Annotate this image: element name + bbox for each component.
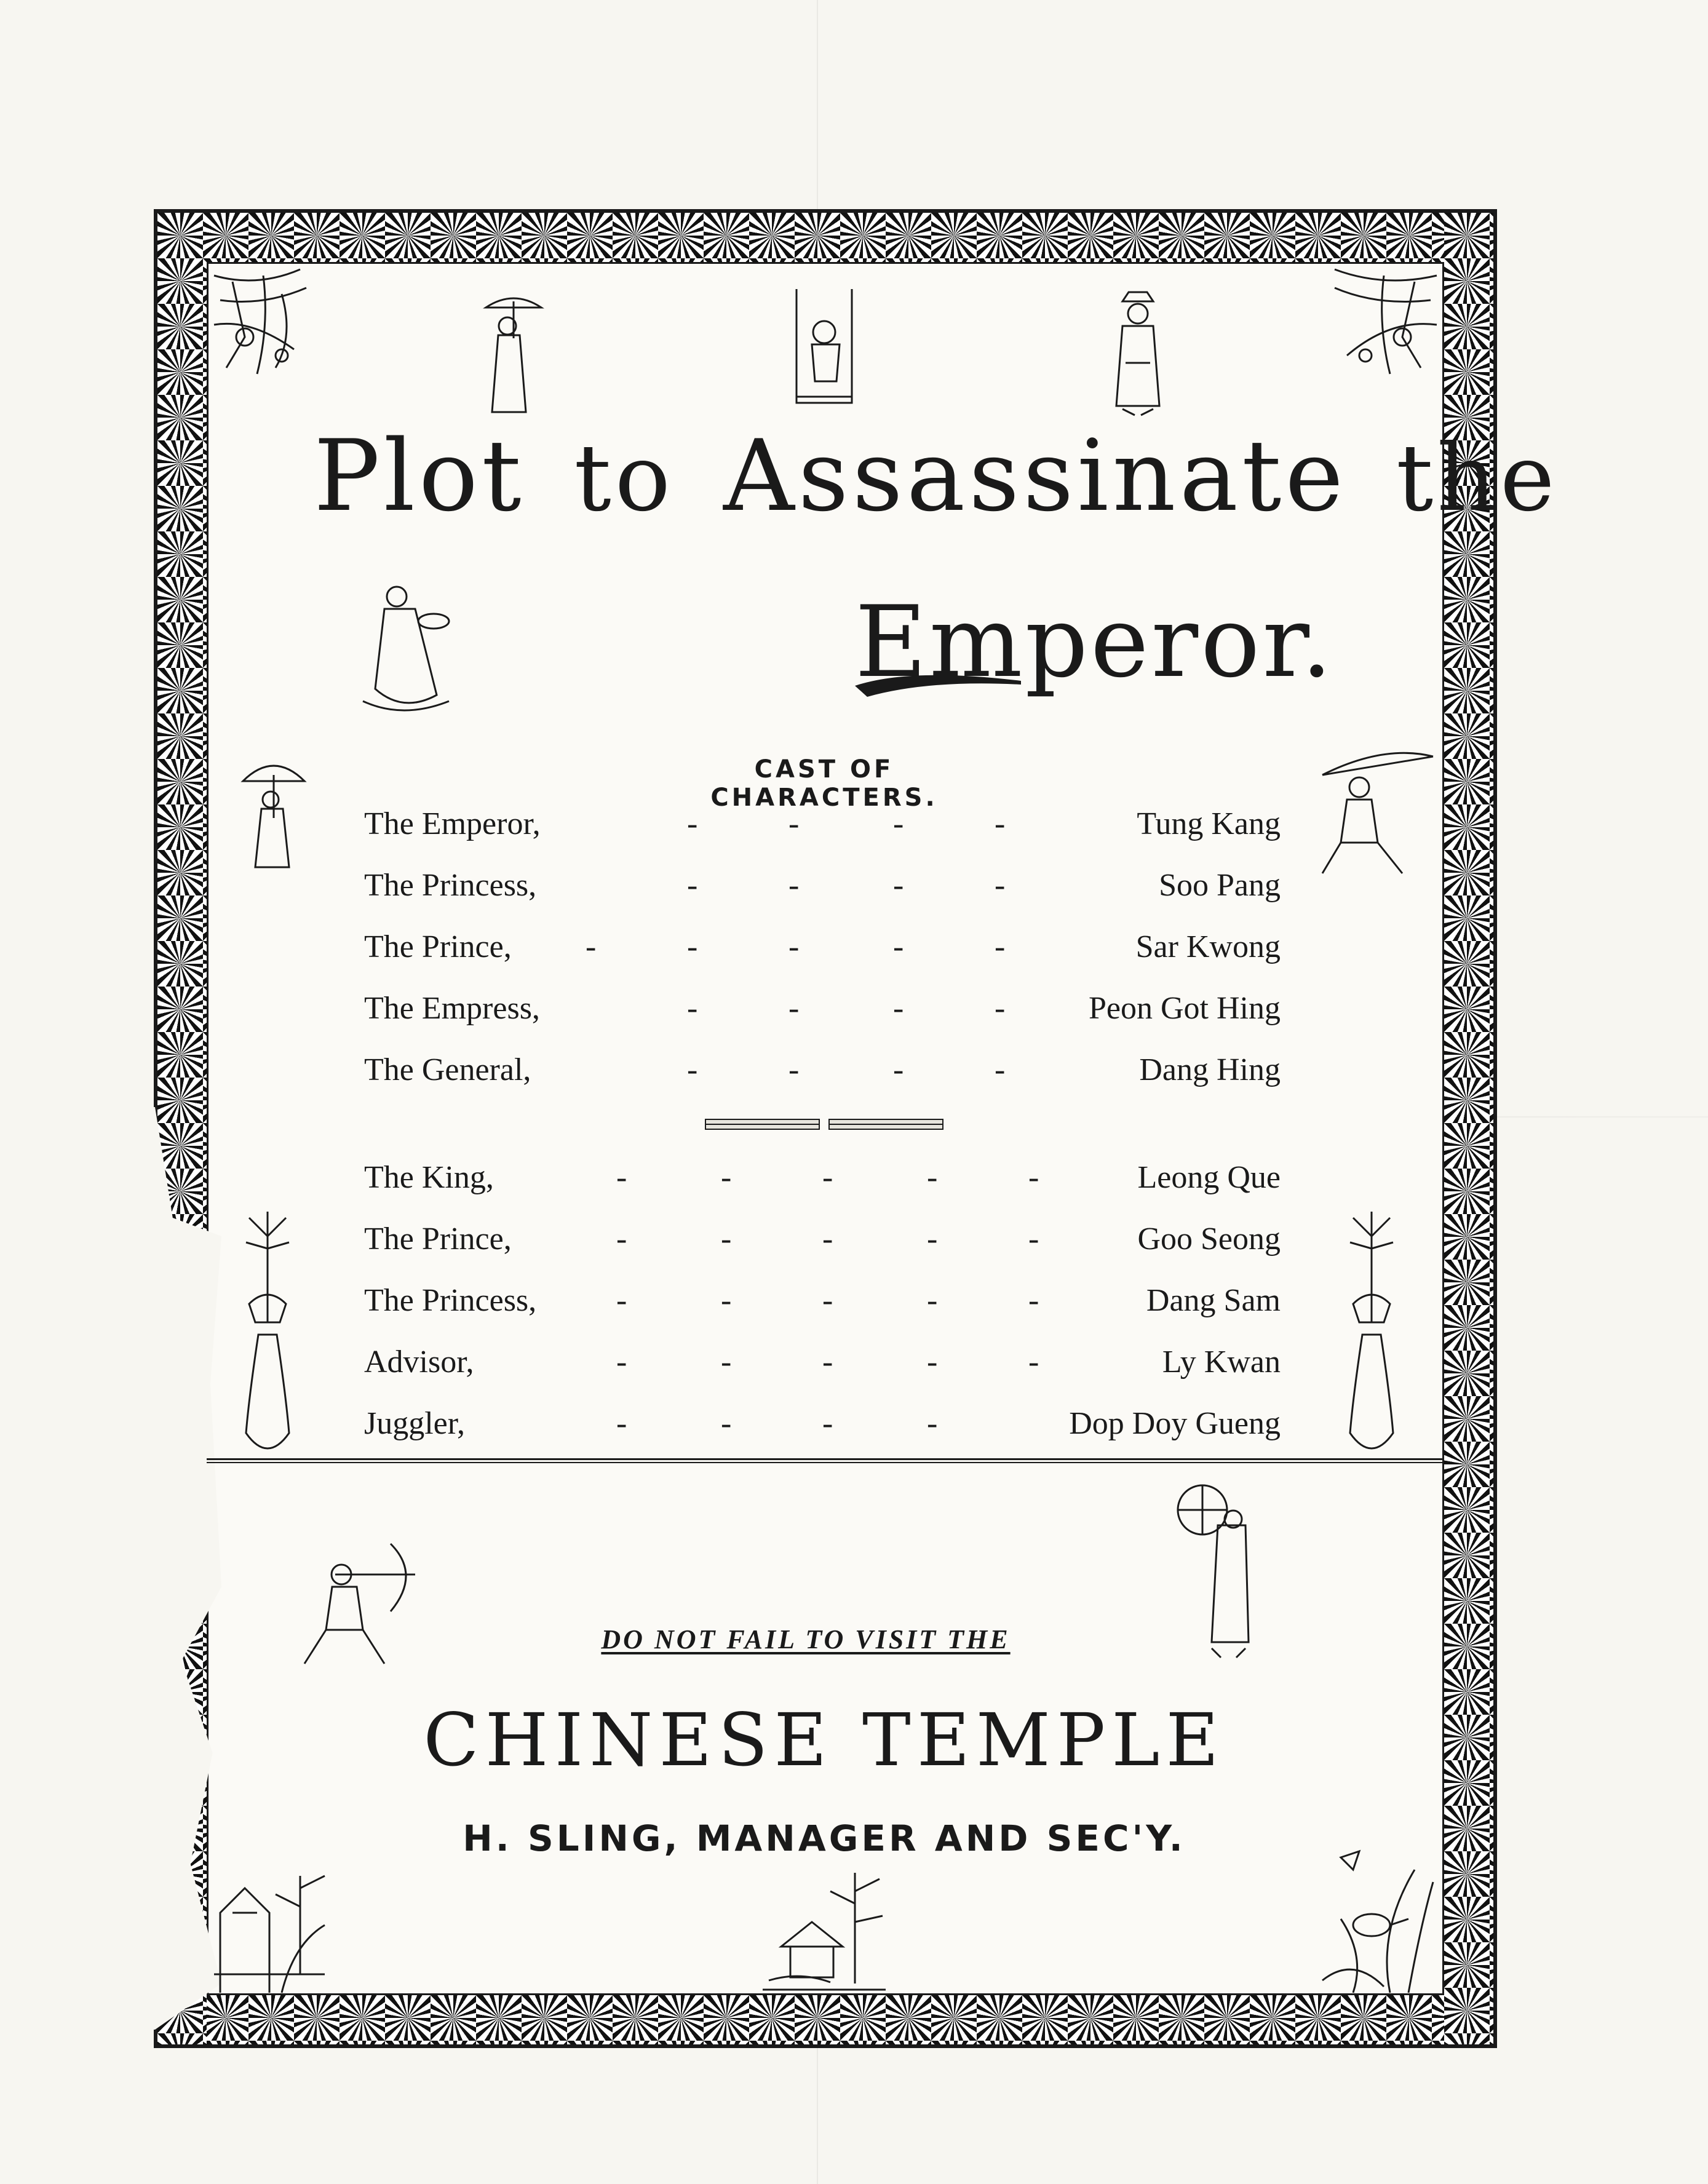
flower-vase-illustration-left (237, 1212, 298, 1464)
pagoda-landscape-illustration (763, 1873, 886, 1996)
leader-dash: - (1028, 1160, 1039, 1195)
cast-row (364, 1341, 1281, 1384)
leader-dash: - (616, 1160, 627, 1195)
child-on-swing-illustration (778, 289, 870, 412)
cast-actor: Sar Kwong (1135, 929, 1281, 964)
cast-row (364, 864, 1281, 907)
manager-credit: H. SLING, MANAGER AND SEC'Y. (463, 1817, 1186, 1859)
cast-heading: CAST OF CHARACTERS. (710, 755, 938, 812)
section-rule (207, 1458, 1444, 1463)
cast-actor: Goo Seong (1137, 1221, 1281, 1257)
cast-role: The Emperor, (364, 806, 541, 841)
corner-foliage-illustration-top-left (208, 263, 312, 380)
archer-illustration-bottom-left (298, 1538, 421, 1667)
cast-row (364, 1402, 1281, 1445)
leader-dash: - (995, 991, 1006, 1026)
leader-dash: - (721, 1221, 732, 1257)
flower-vase-illustration-right (1341, 1212, 1402, 1464)
leader-dash: - (927, 1344, 938, 1380)
leader-dash: - (687, 1052, 698, 1087)
leader-dash: - (687, 868, 698, 903)
figure-with-fan-illustration (1175, 1476, 1255, 1661)
leader-dash: - (893, 1052, 904, 1087)
leader-dash: - (927, 1406, 938, 1441)
cast-row (364, 1218, 1281, 1261)
leader-dash: - (995, 806, 1006, 841)
cast-row (364, 987, 1281, 1030)
leader-dash: - (788, 1052, 800, 1087)
leader-dash: - (1028, 1344, 1039, 1380)
torn-paper-edge (0, 1107, 221, 2030)
cast-role: The Princess, (364, 868, 537, 903)
leader-dash: - (788, 868, 800, 903)
cast-actor: Dop Doy Gueng (1069, 1406, 1281, 1441)
standing-official-illustration (1101, 289, 1175, 418)
leader-dash: - (788, 991, 800, 1026)
play-title-line-2: Emperor. (855, 584, 1335, 699)
title-word-the: the (1396, 425, 1559, 532)
leader-dash: - (687, 929, 698, 964)
cast-row (364, 926, 1281, 969)
cast-role: The Prince, (364, 1221, 512, 1257)
leader-dash: - (927, 1160, 938, 1195)
leader-dash: - (893, 929, 904, 964)
title-word-assassinate: Assassinate (723, 418, 1348, 533)
leader-dash: - (721, 1344, 732, 1380)
leader-dash: - (927, 1221, 938, 1257)
leader-dash: - (721, 1406, 732, 1441)
leader-dash: - (1028, 1283, 1039, 1318)
corner-bird-plant-illustration-bottom-right (1316, 1833, 1443, 1994)
figure-with-parasol-illustration (474, 289, 554, 418)
leader-dash: - (995, 1052, 1006, 1087)
cast-row (364, 803, 1281, 846)
leader-dash: - (822, 1221, 833, 1257)
cast-actor: Dang Sam (1146, 1283, 1281, 1318)
leader-dash: - (616, 1283, 627, 1318)
cast-role: The King, (364, 1160, 494, 1195)
leader-dash: - (893, 991, 904, 1026)
play-title-line-1 (314, 418, 1559, 547)
leader-dash: - (616, 1221, 627, 1257)
leader-dash: - (721, 1160, 732, 1195)
corner-landscape-illustration-bottom-left (208, 1851, 331, 1994)
corner-foliage-illustration-top-right (1322, 263, 1443, 380)
leader-dash: - (995, 868, 1006, 903)
cast-actor: Dang Hing (1139, 1052, 1281, 1087)
cast-role: Advisor, (364, 1344, 474, 1380)
leader-dash: - (1028, 1221, 1039, 1257)
cast-actor: Peon Got Hing (1089, 991, 1281, 1026)
visit-notice: DO NOT FAIL TO VISIT THE (601, 1624, 1011, 1654)
leader-dash: - (616, 1344, 627, 1380)
leader-dash: - (616, 1406, 627, 1441)
cast-row (364, 1279, 1281, 1322)
cast-row (364, 1156, 1281, 1199)
leader-dash: - (893, 806, 904, 841)
cast-role: The Empress, (364, 991, 540, 1026)
cast-role: The General, (364, 1052, 531, 1087)
cast-actor: Tung Kang (1137, 806, 1281, 841)
leader-dash: - (788, 806, 800, 841)
leader-dash: - (687, 991, 698, 1026)
cast-actor: Soo Pang (1159, 868, 1281, 903)
leader-dash: - (721, 1283, 732, 1318)
leader-dash: - (927, 1283, 938, 1318)
leader-dash: - (687, 806, 698, 841)
cast-group-divider (704, 1117, 944, 1132)
cast-row (364, 1049, 1281, 1092)
leader-dash: - (788, 929, 800, 964)
leader-dash: - (586, 929, 597, 964)
temple-name: CHINESE TEMPLE (423, 1698, 1225, 1782)
leader-dash: - (995, 929, 1006, 964)
title-swash-ornament (855, 667, 1021, 698)
title-word-to: to (574, 425, 675, 532)
leader-dash: - (893, 868, 904, 903)
cast-role: Juggler, (364, 1406, 465, 1441)
archer-illustration-top-right (1304, 750, 1439, 880)
lady-with-umbrella-illustration (240, 750, 308, 873)
border-band-bottom (157, 1995, 1493, 2044)
leader-dash: - (822, 1406, 833, 1441)
title-word-plot: Plot (314, 418, 525, 533)
cast-actor: Ly Kwan (1162, 1344, 1281, 1380)
cast-role: The Princess, (364, 1283, 537, 1318)
seated-lady-with-fan-illustration (351, 578, 455, 713)
leader-dash: - (822, 1283, 833, 1318)
cast-actor: Leong Que (1137, 1160, 1281, 1195)
leader-dash: - (822, 1344, 833, 1380)
border-band-top (157, 213, 1493, 262)
cast-role: The Prince, (364, 929, 512, 964)
leader-dash: - (822, 1160, 833, 1195)
